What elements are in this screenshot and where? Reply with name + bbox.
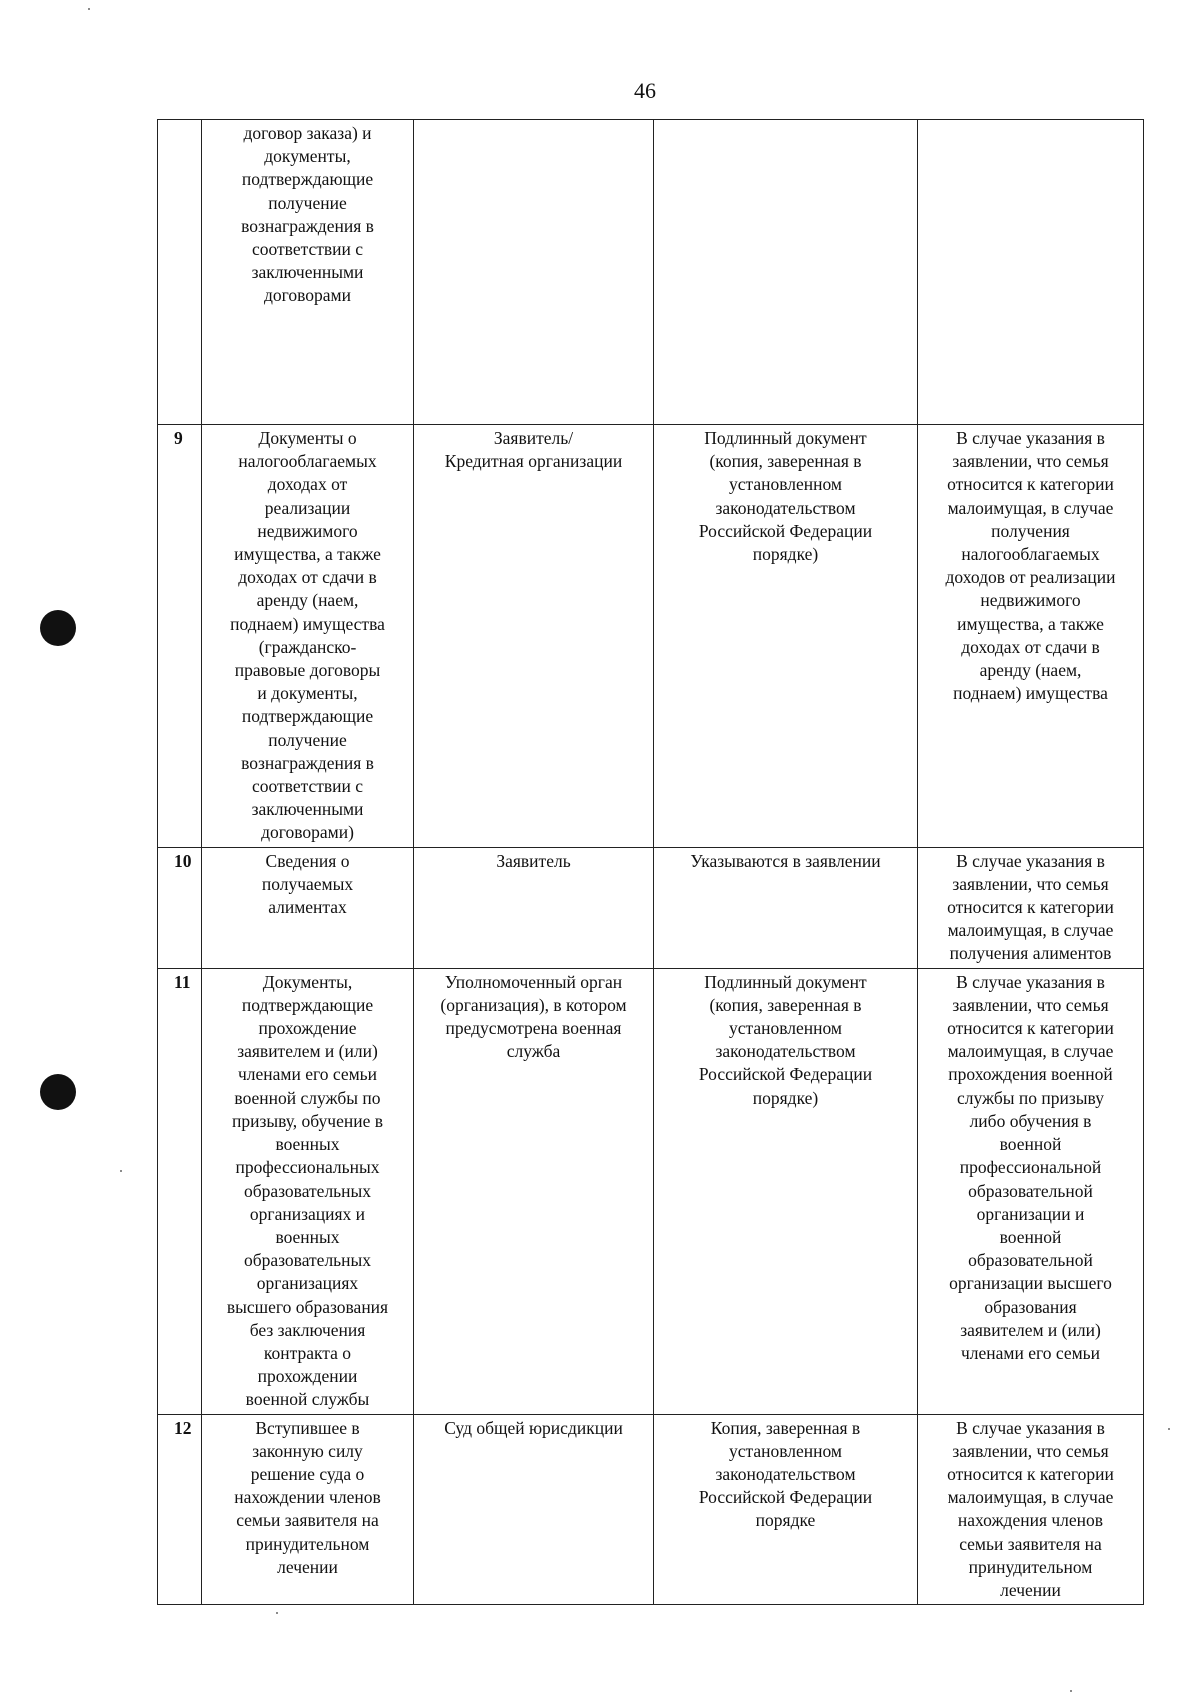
source-cell: Уполномоченный орган (организация), в котором предусмотрена военная служба bbox=[414, 968, 654, 1414]
scan-speck bbox=[276, 1612, 278, 1614]
scan-speck bbox=[1070, 1690, 1072, 1692]
form-cell bbox=[654, 120, 918, 425]
form-cell: Подлинный документ (копия, заверенная в установленном законодательством Российской Федерации порядке) bbox=[654, 425, 918, 848]
condition-cell: В случае указания в заявлении, что семья относится к категории малоимущая, в случае прохождения военной службы по призыву либо обучения в военной профессиональной образовательной организации и военной образовательной организации высшего образования заявителем и (или) членами его семьи bbox=[918, 968, 1144, 1414]
scan-speck bbox=[88, 8, 90, 10]
table-row bbox=[158, 1414, 1144, 1605]
table-row bbox=[158, 968, 1144, 1414]
scan-speck bbox=[120, 1170, 122, 1172]
documents-table bbox=[157, 119, 1144, 1605]
document-cell: Сведения о получаемых алиментах bbox=[202, 847, 414, 968]
row-number: 12 bbox=[158, 1414, 202, 1605]
condition-cell: В случае указания в заявлении, что семья относится к категории малоимущая, в случае получения алиментов bbox=[918, 847, 1144, 968]
source-cell: Заявитель bbox=[414, 847, 654, 968]
form-cell: Подлинный документ (копия, заверенная в установленном законодательством Российской Федерации порядке) bbox=[654, 968, 918, 1414]
row-number: 11 bbox=[158, 968, 202, 1414]
table-row bbox=[158, 425, 1144, 848]
punch-hole bbox=[40, 610, 76, 646]
condition-cell bbox=[918, 120, 1144, 425]
document-cell: договор заказа) и документы, подтверждающие получение вознаграждения в соответствии с заключенными договорами bbox=[202, 120, 414, 425]
document-cell: Документы о налогооблагаемых доходах от реализации недвижимого имущества, а также доходах от сдачи в аренду (наем, поднаем) имущества (гражданско- правовые договоры и документы, подтверждающие получение вознаграждения в соответствии с заключенными договорами) bbox=[202, 425, 414, 848]
condition-cell: В случае указания в заявлении, что семья относится к категории малоимущая, в случае получения налогооблагаемых доходов от реализации недвижимого имущества, а также доходах от сдачи в аренду (наем, поднаем) имущества bbox=[918, 425, 1144, 848]
table-row bbox=[158, 847, 1144, 968]
page-number: 46 bbox=[634, 78, 656, 103]
document-cell: Документы, подтверждающие прохождение заявителем и (или) членами его семьи военной службы по призыву, обучение в военных профессиональных образовательных организациях и военных образовательных организациях высшего образования без заключения контракта о прохождении военной службы bbox=[202, 968, 414, 1414]
form-cell: Копия, заверенная в установленном законодательством Российской Федерации порядке bbox=[654, 1414, 918, 1605]
form-cell: Указываются в заявлении bbox=[654, 847, 918, 968]
source-cell bbox=[414, 120, 654, 425]
source-cell: Суд общей юрисдикции bbox=[414, 1414, 654, 1605]
source-cell: Заявитель/ Кредитная организации bbox=[414, 425, 654, 848]
row-number bbox=[158, 120, 202, 425]
condition-cell: В случае указания в заявлении, что семья относится к категории малоимущая, в случае нахождения членов семьи заявителя на принудительном лечении bbox=[918, 1414, 1144, 1605]
row-number: 9 bbox=[158, 425, 202, 848]
scan-speck bbox=[1168, 1428, 1170, 1430]
punch-hole bbox=[40, 1074, 76, 1110]
table-row bbox=[158, 120, 1144, 425]
row-number: 10 bbox=[158, 847, 202, 968]
document-cell: Вступившее в законную силу решение суда о нахождении членов семьи заявителя на принудительном лечении bbox=[202, 1414, 414, 1605]
